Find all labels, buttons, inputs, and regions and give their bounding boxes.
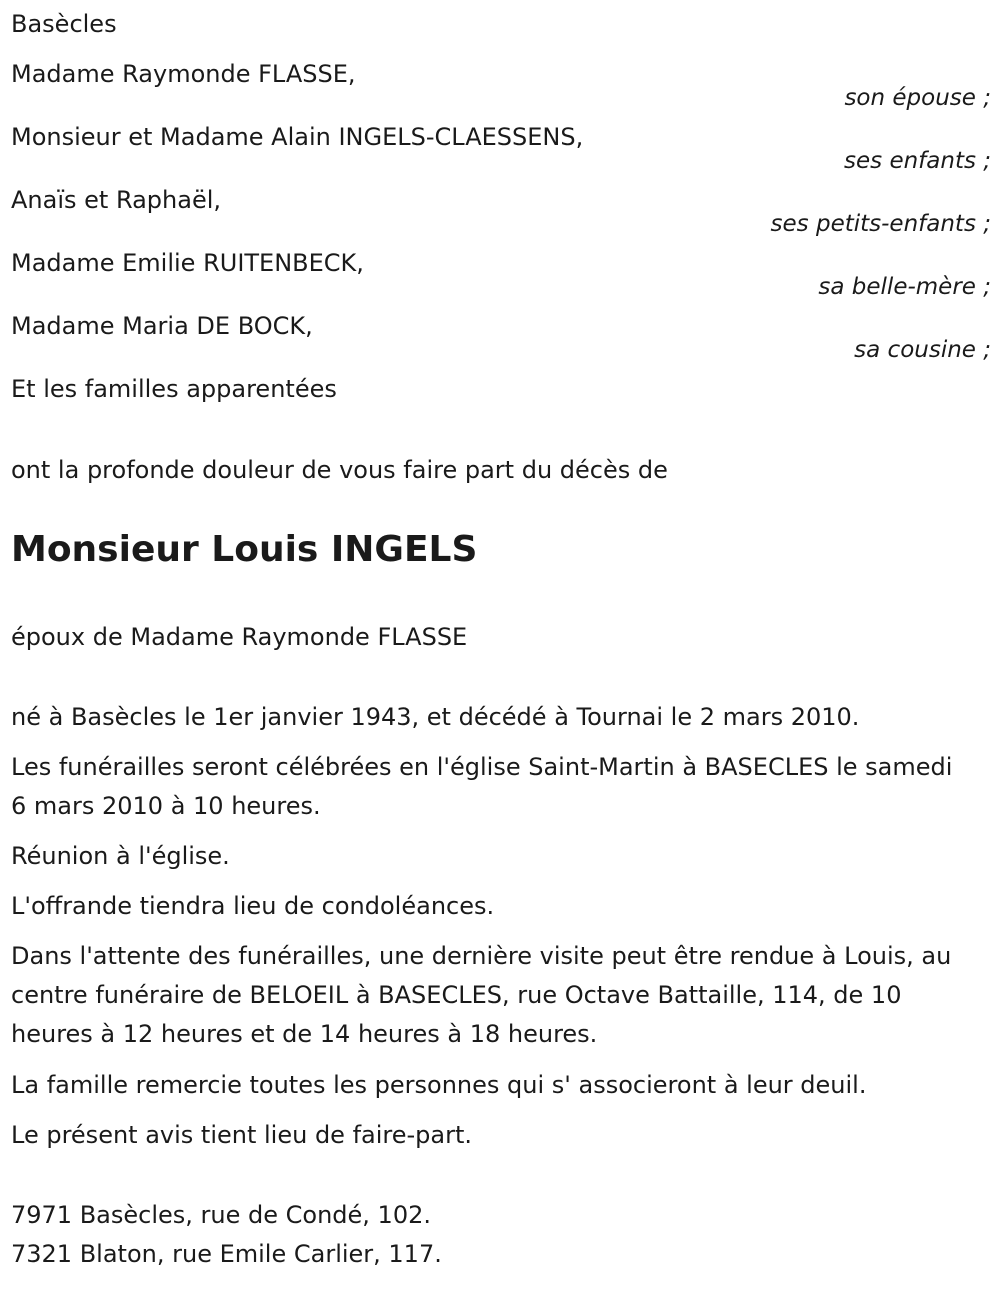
- announcement-line: ont la profonde douleur de vous faire part du décès de: [11, 456, 668, 484]
- family-relation-3: ses petits-enfants ;: [770, 211, 991, 237]
- family-relation-4: sa belle-mère ;: [818, 274, 991, 300]
- address-1: 7971 Basècles, rue de Condé, 102.: [11, 1201, 431, 1229]
- family-relation-2: ses enfants ;: [844, 148, 991, 174]
- family-relation-5: sa cousine ;: [854, 337, 991, 363]
- family-name-2: Monsieur et Madame Alain INGELS-CLAESSENS,: [11, 123, 584, 151]
- notice-paragraph: Le présent avis tient lieu de faire-part.: [11, 1121, 473, 1149]
- family-name-1: Madame Raymonde FLASSE,: [11, 60, 356, 88]
- family-relation-1: son épouse ;: [844, 85, 991, 111]
- funeral-paragraph: Les funérailles seront célébrées en l'église Saint-Martin à BASECLES le samedi 6 mars 2010 à 10 heures.: [11, 753, 953, 820]
- address-2: 7321 Blaton, rue Emile Carlier, 117.: [11, 1240, 442, 1268]
- family-name-3: Anaïs et Raphaël,: [11, 186, 222, 214]
- place-heading: Basècles: [11, 10, 117, 38]
- family-name-5: Madame Maria DE BOCK,: [11, 312, 313, 340]
- offering-paragraph: L'offrande tiendra lieu de condoléances.: [11, 892, 495, 920]
- thanks-paragraph: La famille remercie toutes les personnes qui s' associeront à leur deuil.: [11, 1071, 867, 1099]
- meeting-paragraph: Réunion à l'église.: [11, 842, 230, 870]
- birth-death-paragraph: né à Basècles le 1er janvier 1943, et décédé à Tournai le 2 mars 2010.: [11, 703, 860, 731]
- families-line: Et les familles apparentées: [11, 375, 337, 403]
- deceased-name: Monsieur Louis INGELS: [11, 529, 478, 570]
- family-name-4: Madame Emilie RUITENBECK,: [11, 249, 364, 277]
- spouse-line: époux de Madame Raymonde FLASSE: [11, 623, 468, 651]
- visit-paragraph: Dans l'attente des funérailles, une dernière visite peut être rendue à Louis, au centre funéraire de BELOEIL à BASECLES, rue Octave Battaille, 114, de 10 heures à 12 heures et de 14 heures à 18 heures.: [11, 942, 952, 1048]
